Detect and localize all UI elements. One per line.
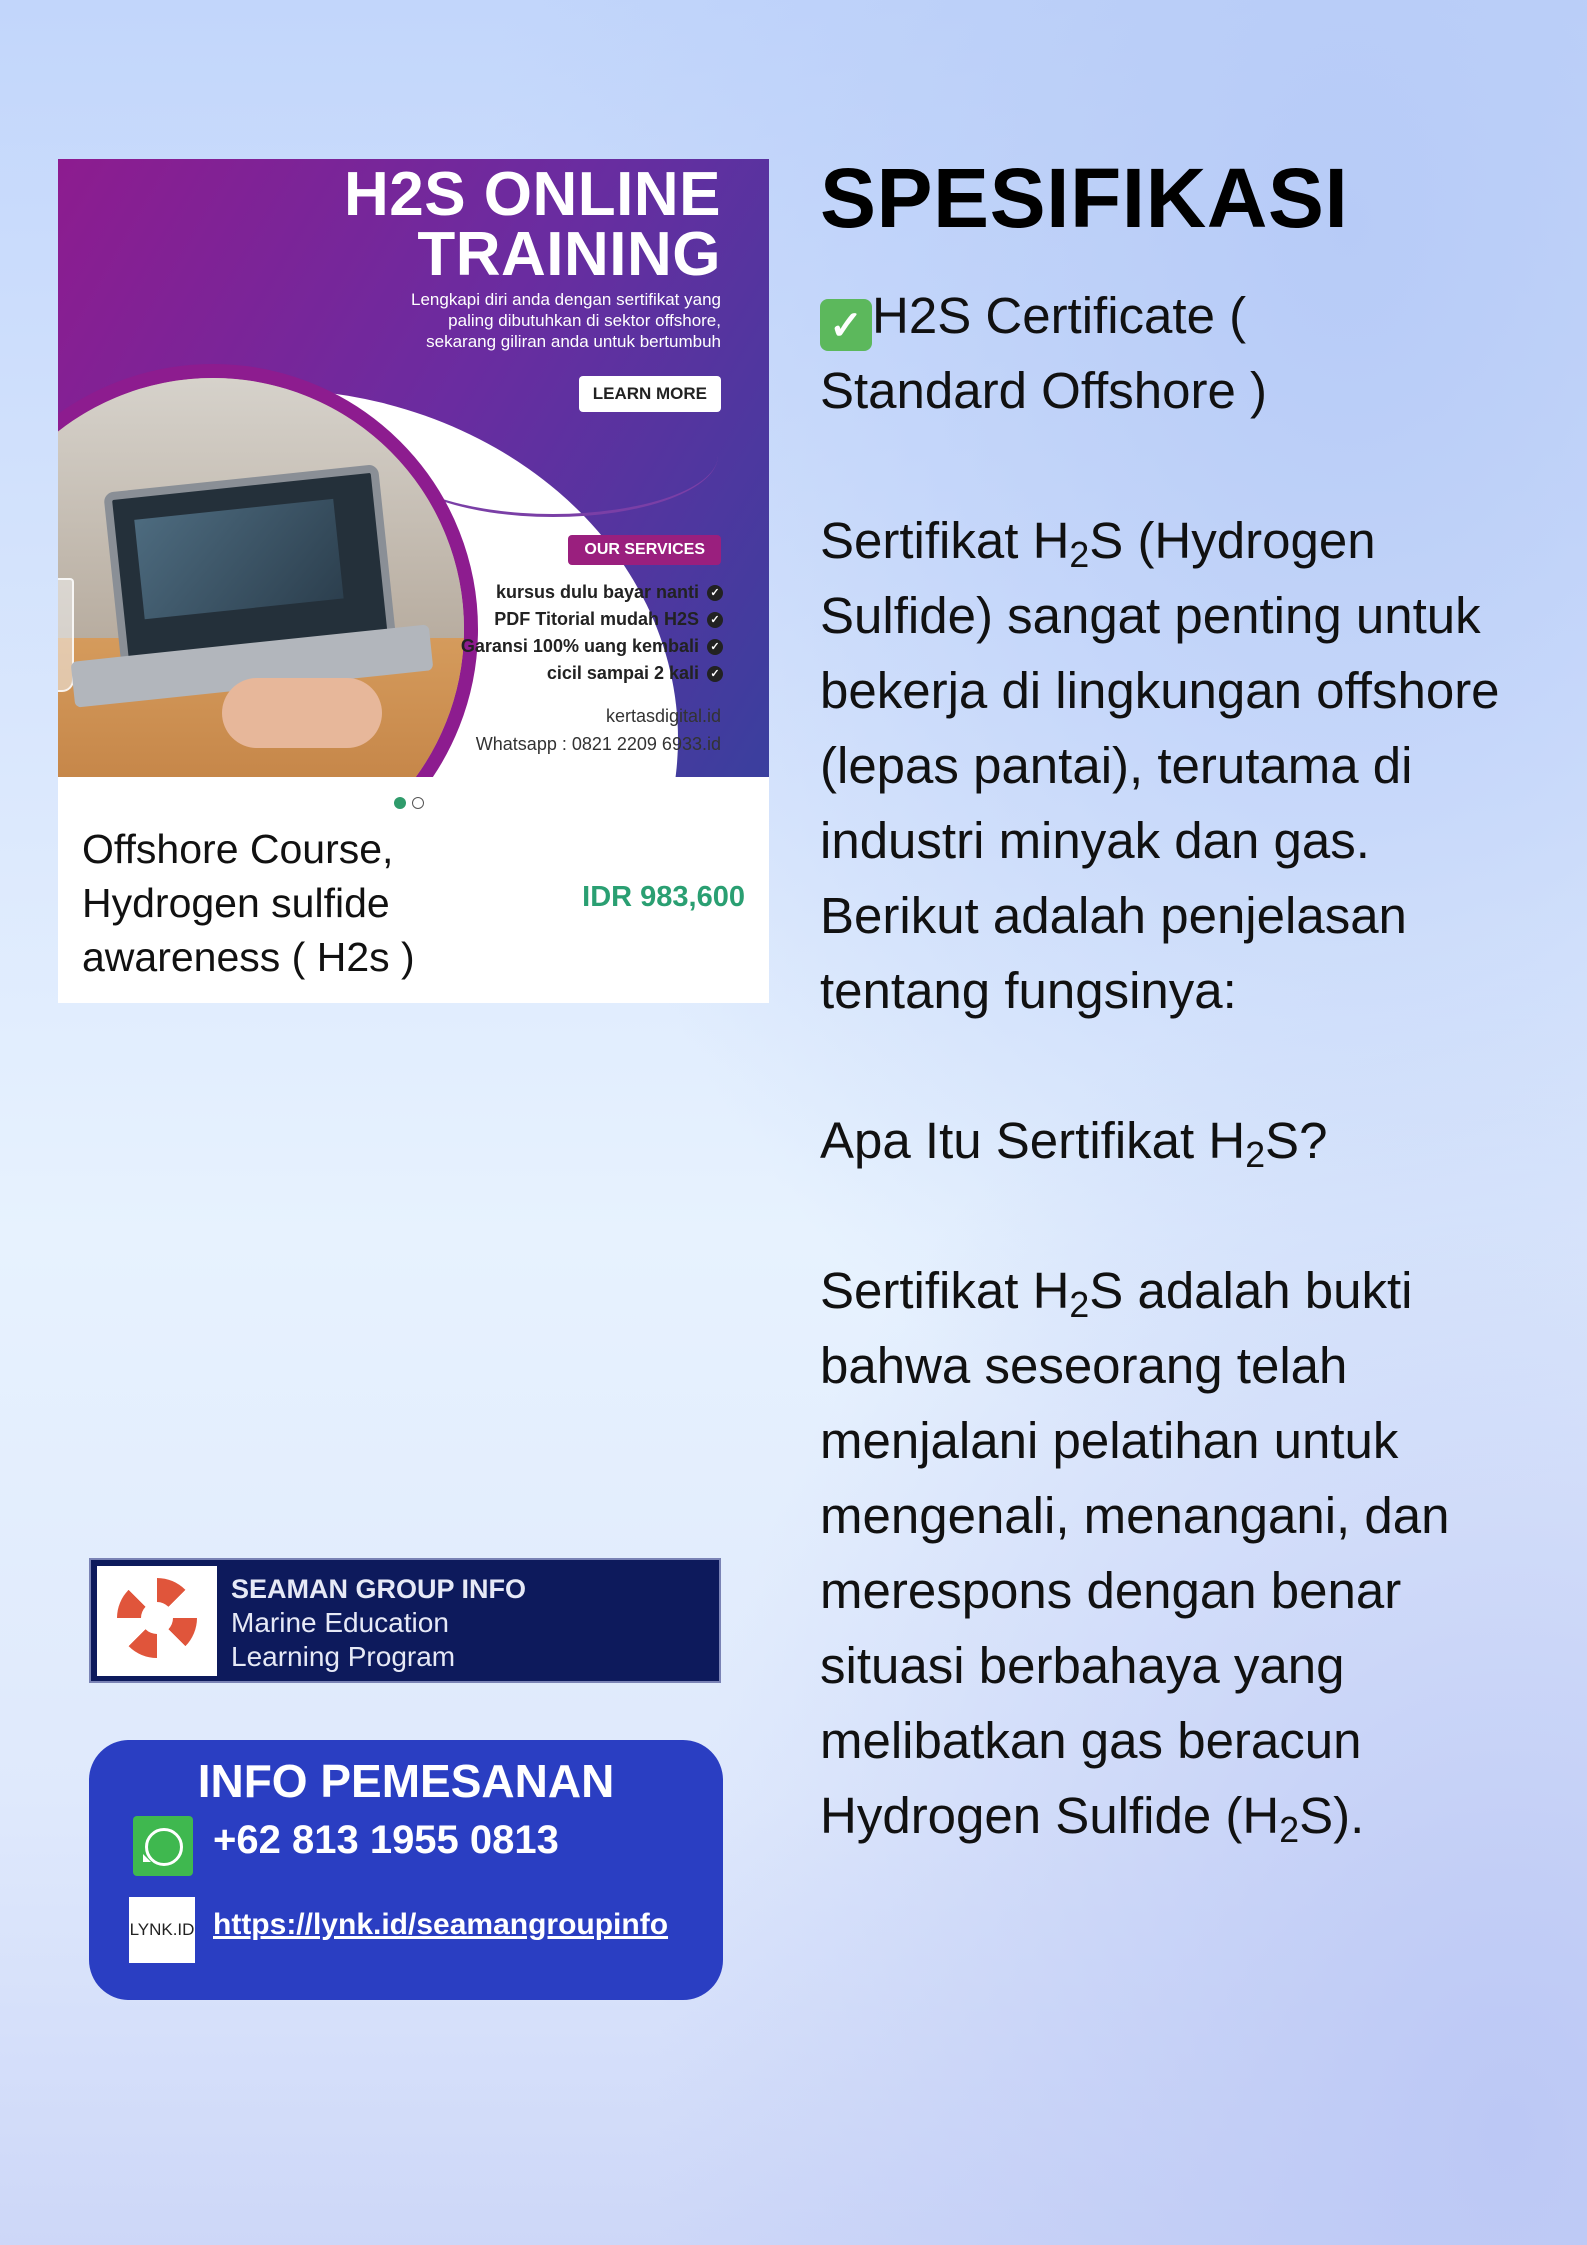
product-price: IDR 983,600 xyxy=(582,881,745,913)
lynk-icon[interactable]: LYNK.ID xyxy=(129,1897,195,1963)
check-circle-icon: ✓ xyxy=(707,639,723,655)
list-item: cicil sampai 2 kali ✓ xyxy=(461,660,723,687)
check-circle-icon: ✓ xyxy=(707,612,723,628)
section-heading: Apa Itu Sertifikat H2S? xyxy=(820,1112,1328,1175)
check-circle-icon: ✓ xyxy=(707,666,723,682)
list-item: PDF Titorial mudah H2S ✓ xyxy=(461,606,723,633)
check-mark-icon: ✓ xyxy=(820,299,872,351)
carousel-dot-active[interactable] xyxy=(394,797,406,809)
list-item: Garansi 100% uang kembali ✓ xyxy=(461,633,723,660)
services-list xyxy=(461,579,723,687)
paragraph-intro: Sertifikat H2S (Hydrogen Sulfide) sangat penting untuk bekerja di lingkungan offshore (lepas pantai), terutama di industri minyak dan gas. Berikut adalah penjelasan tentang fungsinya: xyxy=(820,512,1500,1019)
check-circle-icon: ✓ xyxy=(707,585,723,601)
product-card[interactable] xyxy=(58,159,769,1003)
our-services-badge: OUR SERVICES xyxy=(568,535,721,565)
cert-line: ✓ H2S Certificate ( xyxy=(820,278,1520,353)
spec-body: ✓ H2S Certificate ( Standard Offshore ) Sertifikat H2S (Hydrogen Sulfide) sangat penting untuk bekerja di lingkungan offshore (lepas pantai), terutama di industri minyak dan gas. Berikut adalah penjelasan tentang fungsinya: Apa Itu Sertifikat H2S? Sertifikat H2S adalah bukti bahwa seseorang telah menjalani pelatihan untuk mengenali, menangani, dan merespons dengan benar situasi berbahaya yang melibatkan gas beracun Hydrogen Sulfide (H2S). xyxy=(820,278,1520,1853)
lifebuoy-icon xyxy=(117,1578,197,1658)
list-item: kursus dulu bayar nanti ✓ xyxy=(461,579,723,606)
banner-photo-circle xyxy=(58,364,478,777)
banner-title: H2S ONLINE TRAINING xyxy=(343,160,721,289)
phone-number[interactable]: +62 813 1955 0813 xyxy=(213,1818,559,1862)
whatsapp-icon[interactable] xyxy=(133,1816,193,1876)
banner-subtitle: Lengkapi diri anda dengan sertifikat yang paling dibutuhkan di sektor offshore, sekarang giliran anda untuk bertumbuh xyxy=(411,290,721,351)
learn-more-button[interactable]: LEARN MORE xyxy=(579,376,721,412)
spec-title: SPESIFIKASI xyxy=(820,151,1349,245)
seaman-group-logo: SEAMAN GROUP INFO Marine Education Learning Program xyxy=(89,1558,721,1683)
product-banner-image[interactable] xyxy=(58,159,769,777)
lynk-link[interactable]: https://lynk.id/seamangroupinfo xyxy=(213,1908,669,1941)
carousel-dots xyxy=(394,796,430,814)
paragraph-definition: Sertifikat H2S adalah bukti bahwa seseorang telah menjalani pelatihan untuk mengenali, menangani, dan merespons dengan benar situasi berbahaya yang melibatkan gas beracun Hydrogen Sulfide (H2S). xyxy=(820,1262,1450,1850)
carousel-dot[interactable] xyxy=(412,797,424,809)
order-info-box xyxy=(89,1740,723,2000)
order-info-title: INFO PEMESANAN xyxy=(197,1755,615,1807)
product-name: Offshore Course, Hydrogen sulfide awareness ( H2s ) xyxy=(82,826,415,980)
banner-contact: kertasdigital.id Whatsapp : 0821 2209 6933.id xyxy=(475,706,721,754)
